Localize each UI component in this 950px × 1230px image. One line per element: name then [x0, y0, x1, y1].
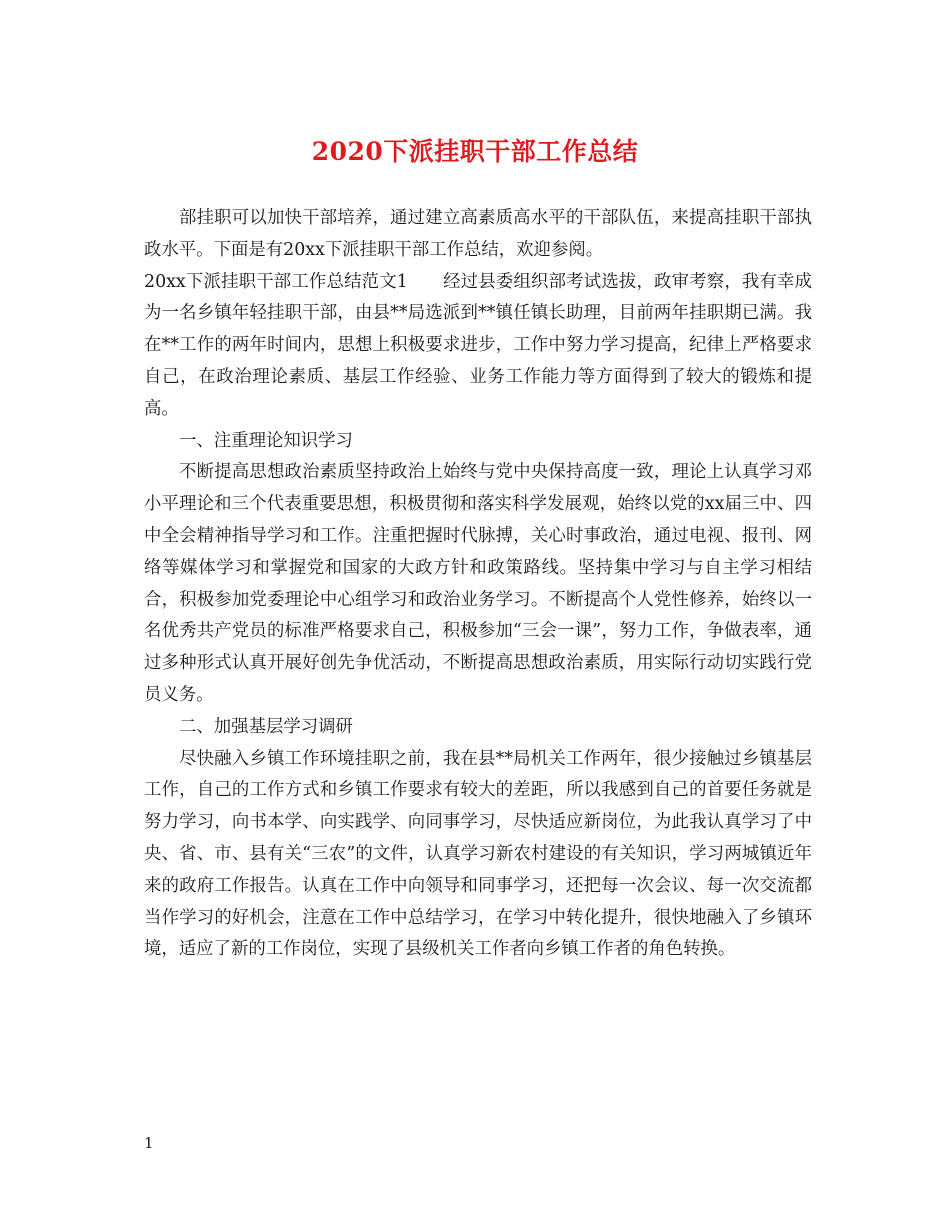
section-heading-1: 一、注重理论知识学习 — [179, 430, 353, 451]
document-title: 2020下派挂职干部工作总结 — [311, 137, 639, 166]
page-number: 1 — [144, 1134, 154, 1152]
intro-paragraph: 部挂职可以加快干部培养，通过建立高素质高水平的干部队伍，来提高挂职干部执政水平。下面是有20xx下派挂职干部工作总结，欢迎参阅。 — [144, 208, 812, 260]
section-2-paragraph: 尽快融入乡镇工作环境挂职之前，我在县**局机关工作两年，很少接触过乡镇基层工作，自己的工作方式和乡镇工作要求有较大的差距，所以我感到自己的首要任务就是努力学习，向书本学、向实践学、向同事学习，尽快适应新岗位，为此我认真学习了中央、省、市、县有关“三农”的文件，认真学习新农村建设的有关知识，学习两城镇近年来的政府工作报告。认真在工作中向领导和同事学习，还把每一次会议、每一次交流都当作学习的好机会，注意在工作中总结学习，在学习中转化提升，很快地融入了乡镇环境，适应了新的工作岗位，实现了县级机关工作者向乡镇工作者的角色转换。 — [144, 748, 812, 960]
sample-intro-paragraph: 20xx下派挂职干部工作总结范文1 经过县委组织部考试选拔，政审考察，我有幸成为一名乡镇年轻挂职干部，由县**局选派到**镇任镇长助理，目前两年挂职期已满。我在**工作的两年时间内，思想上积极要求进步，工作中努力学习提高，纪律上严格要求自己，在政治理论素质、基层工作经验、业务工作能力等方面得到了较大的锻炼和提高。 — [144, 271, 812, 419]
section-1-paragraph: 不断提高思想政治素质坚持政治上始终与党中央保持高度一致，理论上认真学习邓小平理论和三个代表重要思想，积极贯彻和落实科学发展观，始终以党的xx届三中、四中全会精神指导学习和工作。注重把握时代脉搏，关心时事政治，通过电视、报刊、网络等媒体学习和掌握党和国家的大政方针和政策路线。坚持集中学习与自主学习相结合，积极参加党委理论中心组学习和政治业务学习。不断提高个人党性修养，始终以一名优秀共产党员的标准严格要求自己，积极参加“三会一课”，努力工作，争做表率，通过多种形式认真开展好创先争优活动，不断提高思想政治素质，用实际行动切实践行党员义务。 — [144, 462, 812, 705]
section-heading-2: 二、加强基层学习调研 — [179, 716, 353, 737]
document-body — [144, 203, 812, 966]
